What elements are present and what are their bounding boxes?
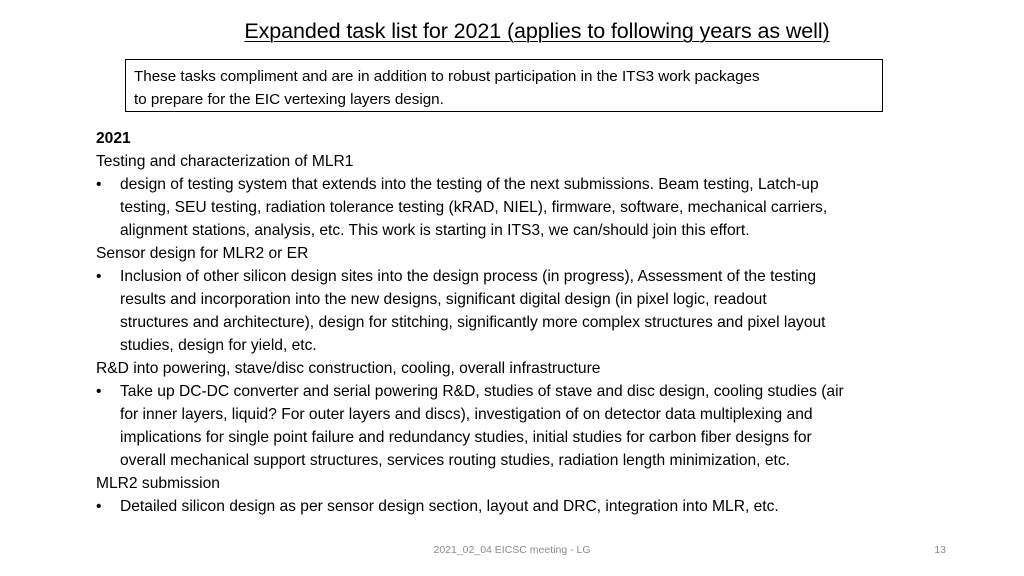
task-list [96,127,976,518]
note-box [125,59,883,112]
note-line: to prepare for the EIC vertexing layers design. [134,91,444,108]
section-heading-sensor-design: Sensor design for MLR2 or ER [96,245,309,262]
year-heading: 2021 [96,130,131,147]
bullet-marker: • [96,176,102,193]
bullet-line: design of testing system that extends into the testing of the next submissions. Beam testing, Latch-up [120,176,819,193]
bullet-marker: • [96,383,102,400]
slide-title: Expanded task list for 2021 (applies to following years as well) [244,19,830,43]
note-line: These tasks compliment and are in addition to robust participation in the ITS3 work packages [134,68,760,85]
bullet-line: structures and architecture), design for stitching, significantly more complex structures and pixel layout [120,314,826,331]
bullet-line: studies, design for yield, etc. [120,337,317,354]
section-heading-powering: R&D into powering, stave/disc construction, cooling, overall infrastructure [96,360,601,377]
footer-meeting-label: 2021_02_04 EICSC meeting - LG [433,544,591,556]
bullet-item [96,380,976,472]
bullet-line: alignment stations, analysis, etc. This work is starting in ITS3, we can/should join this effort. [120,222,750,239]
bullet-line: Inclusion of other silicon design sites into the design process (in progress), Assessment of the testing [120,268,817,285]
bullet-line: testing, SEU testing, radiation tolerance testing (kRAD, NIEL), firmware, software, mechanical carriers, [120,199,828,216]
bullet-line: Detailed silicon design as per sensor design section, layout and DRC, integration into MLR, etc. [120,498,779,515]
slide-number: 13 [934,544,946,556]
bullet-line: results and incorporation into the new designs, significant digital design (in pixel logic, readout [120,291,767,308]
section-heading-mlr2-submission: MLR2 submission [96,475,220,492]
bullet-marker: • [96,268,102,285]
bullet-item [96,173,976,242]
bullet-item [96,495,976,518]
bullet-line: for inner layers, liquid? For outer layers and discs), investigation of on detector data multiplexing and [120,406,813,423]
bullet-line: overall mechanical support structures, services routing studies, radiation length minimization, etc. [120,452,790,469]
bullet-item [96,265,976,357]
bullet-line: implications for single point failure and redundancy studies, initial studies for carbon fiber designs for [120,429,812,446]
bullet-marker: • [96,498,102,515]
section-heading-testing: Testing and characterization of MLR1 [96,153,354,170]
bullet-line: Take up DC-DC converter and serial powering R&D, studies of stave and disc design, cooling studies (air [120,383,844,400]
